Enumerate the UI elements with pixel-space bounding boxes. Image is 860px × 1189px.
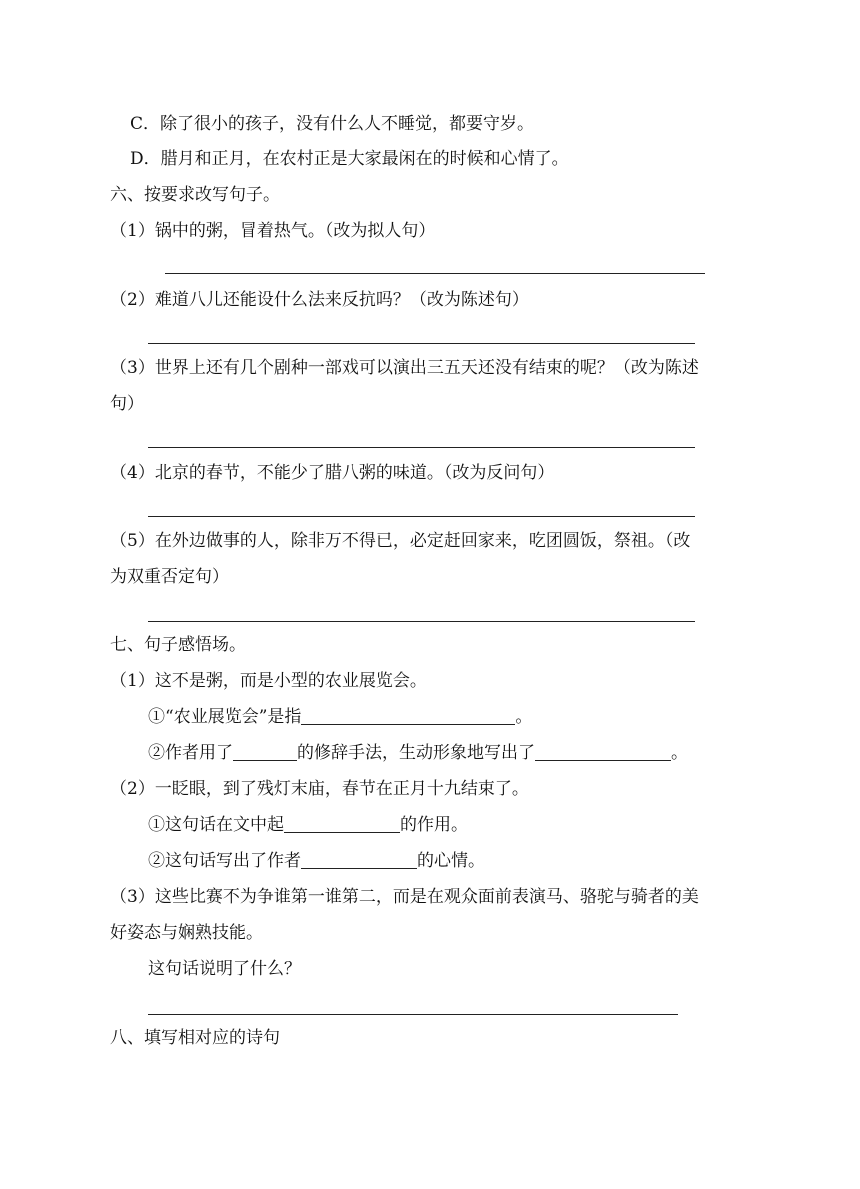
s6-question-2: （2）难道八儿还能设什么法来反抗吗？（改为陈述句）	[110, 290, 529, 310]
s7-question-1: （1）这不是粥，而是小型的农业展览会。	[110, 671, 427, 691]
option-c: C．除了很小的孩子，没有什么人不睡觉，都要守岁。	[130, 114, 535, 134]
s7-question-1b: ②作者用了 的修辞手法，生动形象地写出了 。	[148, 743, 688, 763]
s7-answer-line-3[interactable]	[148, 1014, 678, 1015]
s7-blank-2b[interactable]	[301, 850, 417, 869]
option-d: D．腊月和正月，在农村正是大家最闲在的时候和心情了。	[130, 149, 569, 169]
s7-question-3-line-2: 好姿态与娴熟技能。	[110, 923, 263, 943]
s6-answer-line-5[interactable]	[148, 621, 695, 622]
s6-answer-line-4[interactable]	[148, 516, 695, 517]
s6-question-3-line-1: （3）世界上还有几个剧种一部戏可以演出三五天还没有结束的呢？（改为陈述	[110, 358, 699, 378]
s7-blank-1a[interactable]	[301, 706, 515, 725]
s6-question-4: （4）北京的春节，不能少了腊八粥的味道。（改为反问句）	[110, 463, 555, 483]
s7-blank-1b-2[interactable]	[535, 742, 671, 761]
s7-question-2a: ①这句话在文中起 的作用。	[148, 815, 468, 835]
section-6-heading: 六、按要求改写句子。	[110, 185, 280, 205]
section-7-heading: 七、句子感悟场。	[110, 635, 246, 655]
s7-question-2: （2）一眨眼，到了残灯末庙，春节在正月十九结束了。	[110, 779, 529, 799]
s6-answer-line-1[interactable]	[165, 273, 705, 274]
s6-question-5-line-1: （5）在外边做事的人，除非万不得已，必定赶回家来，吃团圆饭，祭祖。（改	[110, 531, 691, 551]
section-8-heading: 八、填写相对应的诗句	[110, 1028, 280, 1048]
s6-answer-line-2[interactable]	[148, 343, 695, 344]
s6-question-1: （1）锅中的粥，冒着热气。（改为拟人句）	[110, 221, 436, 241]
s7-question-3-prompt: 这句话说明了什么？	[148, 959, 301, 979]
s6-question-5-line-2: 为双重否定句）	[110, 567, 229, 587]
s7-question-2b: ②这句话写出了作者 的心情。	[148, 851, 485, 871]
s6-question-3-line-2: 句）	[110, 394, 144, 414]
s7-blank-1b-1[interactable]	[233, 742, 297, 761]
s6-answer-line-3[interactable]	[148, 447, 695, 448]
s7-blank-2a[interactable]	[284, 814, 400, 833]
s7-question-1a: ①“农业展览会”是指 。	[148, 707, 533, 727]
s7-question-3-line-1: （3）这些比赛不为争谁第一谁第二，而是在观众面前表演马、骆驼与骑者的美	[110, 887, 699, 907]
